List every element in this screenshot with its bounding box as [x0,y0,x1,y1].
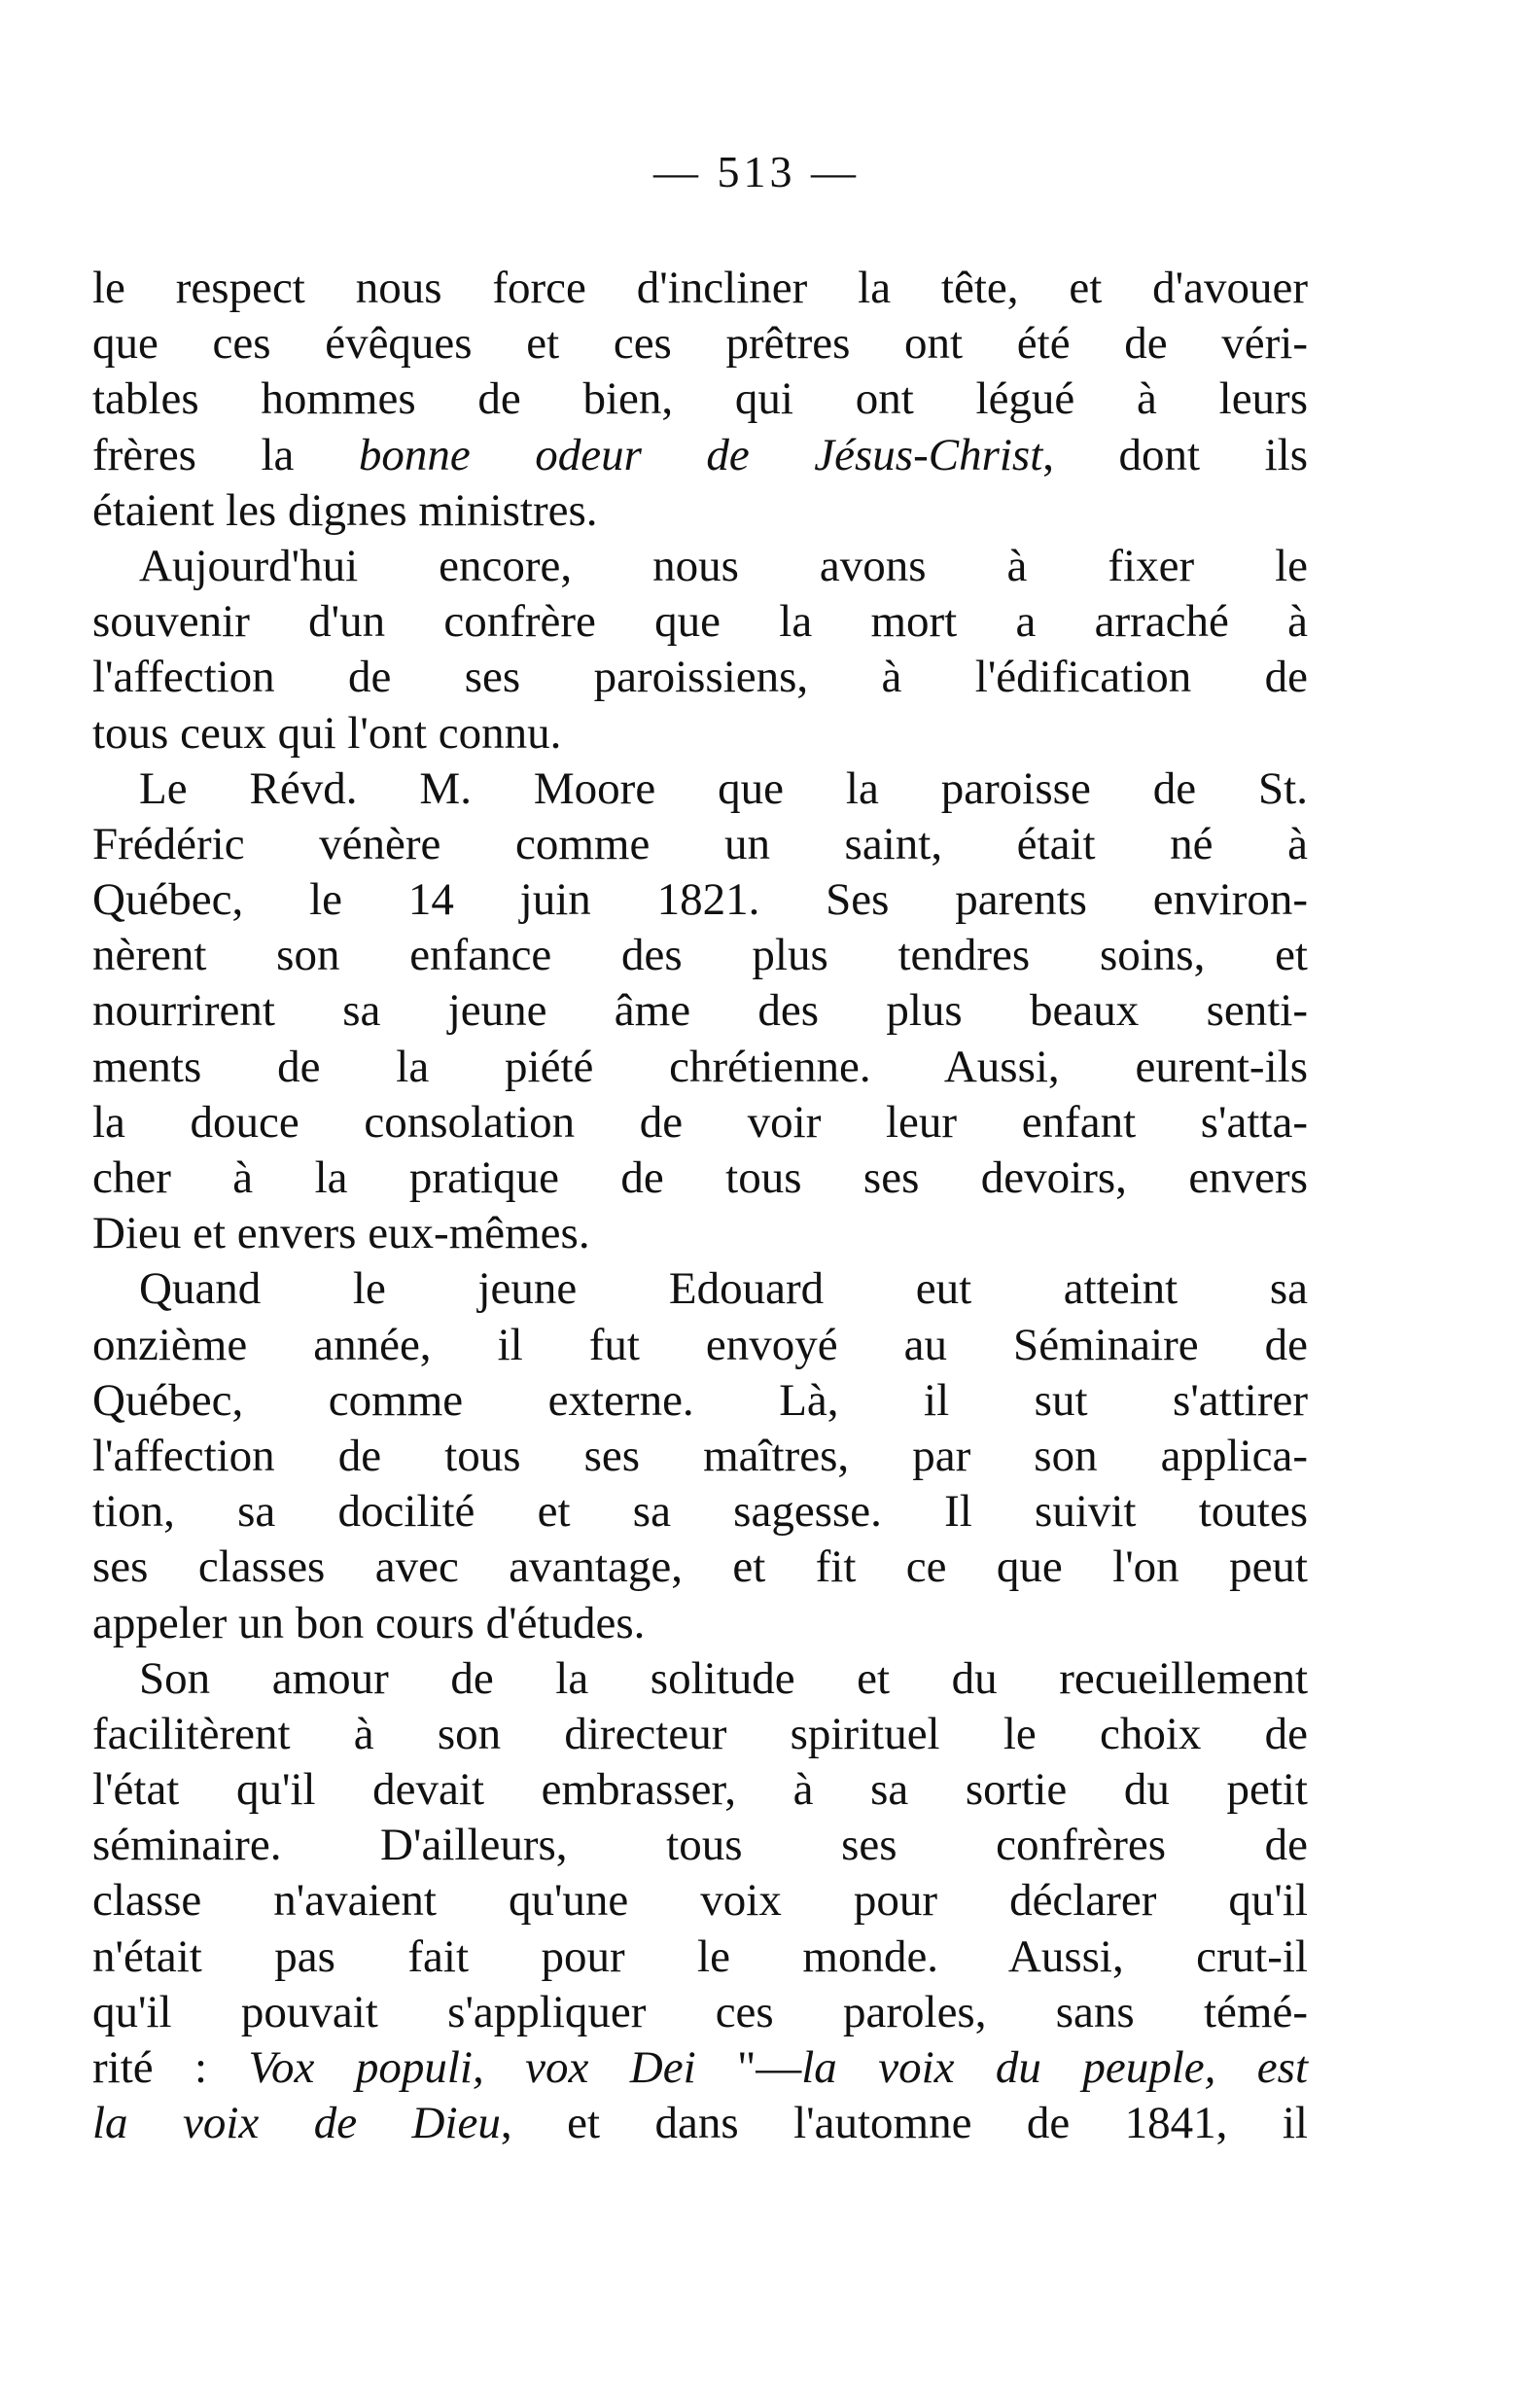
text-line [92,2040,1308,2096]
text-line: classe n'avaient qu'une voix pour déclarer qu'il [92,1875,1308,1927]
text-line: onzième année, il fut envoyé au Séminaire de [92,1319,1308,1370]
text-line: étaient les dignes ministres. [92,484,598,536]
text-line: appeler un bon cours d'études. [92,1597,646,1648]
text-segment: , dont ils [1042,429,1309,480]
text-line: nèrent son enfance des plus tendres soins, et [92,930,1308,981]
italic-text: la voix du peuple, est [801,2042,1309,2093]
text-line: facilitèrent à son directeur spirituel le choix de [92,1708,1308,1759]
text-line: n'était pas fait pour le monde. Aussi, crut-il [92,1930,1308,1982]
text-line: qu'il pouvait s'appliquer ces paroles, sans témé- [92,1986,1308,2037]
text-segment: rité : [92,2042,249,2093]
text-line: Le Révd. M. Moore que la paroisse de St. [139,762,1308,814]
body-text [92,261,1308,2151]
text-line: Quand le jeune Edouard eut atteint sa [139,1263,1308,1315]
italic-text: Vox populi, vox Dei [248,2042,696,2093]
text-line: nourrirent sa jeune âme des plus beaux senti- [92,985,1308,1037]
text-line: Son amour de la solitude et du recueillement [139,1652,1308,1704]
text-line: Frédéric vénère comme un saint, était né à [92,818,1308,869]
text-segment: , et dans l'automne de 1841, il [500,2098,1308,2149]
text-line: l'état qu'il devait embrasser, à sa sortie du petit [92,1764,1308,1816]
text-line: Dieu et envers eux-mêmes. [92,1208,590,1259]
text-line: Québec, comme externe. Là, il sut s'attirer [92,1374,1308,1426]
page-number: — 513 — [653,147,860,196]
text-line: ses classes avec avantage, et fit ce que l'on peut [92,1541,1308,1593]
text-line: que ces évêques et ces prêtres ont été de véri- [92,318,1308,370]
text-line [92,428,1308,483]
text-line: tables hommes de bien, qui ont légué à leurs [92,373,1308,425]
text-line: tion, sa docilité et sa sagesse. Il suivit toutes [92,1486,1308,1538]
text-line: l'affection de ses paroissiens, à l'édification de [92,652,1308,703]
text-line: Aujourd'hui encore, nous avons à fixer le [139,540,1308,591]
text-line: cher à la pratique de tous ses devoirs, envers [92,1152,1308,1203]
text-line: l'affection de tous ses maîtres, par son applica- [92,1430,1308,1481]
text-line: souvenir d'un confrère que la mort a arraché à [92,596,1308,648]
italic-text: bonne odeur de Jésus-Christ [358,429,1043,480]
text-segment: "— [695,2042,802,2093]
text-line: le respect nous force d'incliner la tête, et d'avouer [92,263,1308,313]
text-line: ments de la piété chrétienne. Aussi, eurent-ils [92,1041,1308,1092]
italic-text: la voix de Dieu [92,2098,501,2149]
text-line: la douce consolation de voir leur enfant s'atta- [92,1096,1308,1148]
text-line [92,2096,1308,2151]
text-segment: frères la [92,429,359,480]
text-line: tous ceux qui l'ont connu. [92,707,562,759]
text-line: Québec, le 14 juin 1821. Ses parents environ- [92,874,1308,926]
text-line: séminaire. D'ailleurs, tous ses confrères de [92,1820,1308,1871]
